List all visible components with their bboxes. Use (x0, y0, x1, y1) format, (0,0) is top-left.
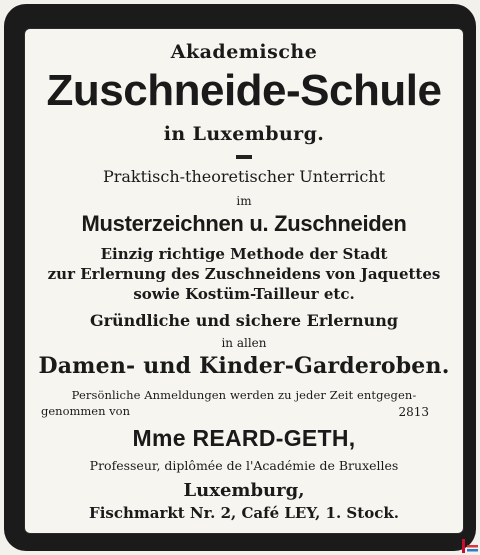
advertisement-body (24, 28, 464, 534)
in-allen: in allen (221, 336, 267, 350)
method-line-3: sowie Kostüm-Tailleur etc. (133, 285, 355, 303)
advertisement-frame (4, 4, 476, 551)
street-address: Fischmarkt Nr. 2, Café LEY, 1. Stock. (89, 504, 399, 522)
reference-number: 2813 (398, 405, 429, 419)
word-im: im (236, 194, 252, 208)
method-line-2: zur Erlernung des Zuschneidens von Jaquettes (47, 265, 441, 283)
garments-heading: Damen- und Kinder-Garderoben. (38, 353, 450, 379)
subjects-heading: Musterzeichnen u. Zuschneiden (81, 211, 407, 236)
teacher-credentials: Professeur, diplômée de l'Académie de Bruxelles (89, 458, 399, 473)
teacher-name: Mme REARD-GETH, (132, 425, 356, 451)
divider-rule (236, 155, 252, 159)
thorough-learning: Gründliche und sichere Erlernung (89, 311, 399, 330)
heading-akademische: Akademische (170, 41, 318, 63)
registrations-line-2: genommen von (41, 404, 131, 418)
registrations-line-1: Persönliche Anmeldungen werden zu jeder Zeit entgegen- (71, 388, 417, 402)
course-type: Praktisch-theoretischer Unterricht (102, 167, 386, 186)
location-text: in Luxemburg. (163, 123, 325, 145)
corner-logo-icon (460, 535, 480, 555)
school-title: Zuschneide-Schule (46, 66, 442, 115)
method-line-1: Einzig richtige Methode der Stadt (100, 245, 388, 263)
city-name: Luxemburg, (183, 480, 305, 501)
